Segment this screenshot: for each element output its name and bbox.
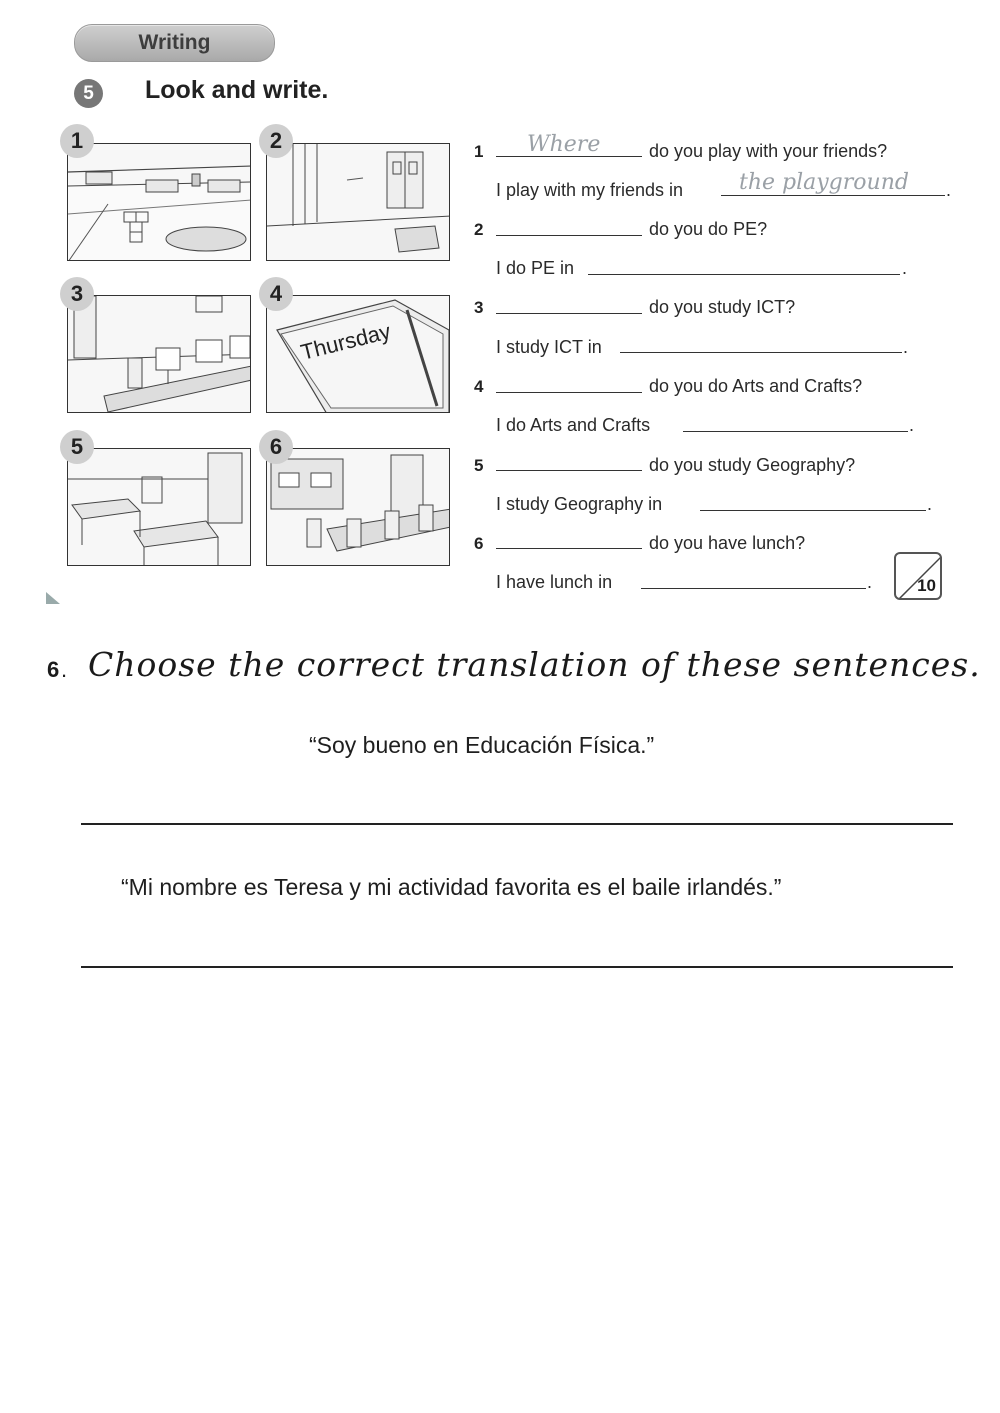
question-text: do you play with your friends?	[649, 141, 888, 161]
question-number: 3	[474, 298, 484, 317]
translation-sentence-2: “Mi nombre es Teresa y mi actividad favorita es el baile irlandés.”	[121, 874, 782, 900]
question-text: do you study ICT?	[649, 297, 796, 317]
answer-blank[interactable]	[683, 431, 908, 432]
sentence-dot: .	[903, 337, 909, 357]
answer-prefix: I study ICT in	[496, 337, 602, 357]
question-word-blank[interactable]	[496, 392, 642, 393]
picture-computer-room	[67, 295, 251, 413]
question-number: 1	[474, 142, 484, 161]
section-label-writing: Writing	[74, 24, 275, 62]
translation-sentence-1: “Soy bueno en Educación Física.”	[309, 732, 655, 758]
picture-number: 5	[60, 430, 94, 464]
answer-blank[interactable]	[641, 588, 866, 589]
picture-number: 4	[259, 277, 293, 311]
picture-timetable	[266, 295, 450, 413]
score-total: 10	[917, 576, 936, 595]
page-corner-mark	[46, 592, 62, 606]
sentence-dot: .	[946, 180, 952, 200]
answer-blank[interactable]	[700, 510, 926, 511]
picture-number: 1	[60, 124, 94, 158]
example-question-word: Where	[527, 132, 601, 157]
question-word-blank[interactable]	[496, 313, 642, 314]
exercise6-dot: .	[61, 657, 68, 682]
translation-answer-line-2[interactable]	[81, 966, 953, 968]
picture-number: 3	[60, 277, 94, 311]
exercise-number-badge: 5	[74, 79, 103, 108]
picture-number: 2	[259, 124, 293, 158]
answer-blank[interactable]	[588, 274, 900, 275]
timetable-day-text: Thursday	[298, 318, 394, 365]
sentence-dot: .	[909, 415, 915, 435]
question-text: do you do Arts and Crafts?	[649, 376, 863, 396]
question-text: do you do PE?	[649, 219, 768, 239]
answer-prefix: I play with my friends in	[496, 180, 684, 200]
question-number: 5	[474, 456, 484, 475]
example-answer: the playground	[739, 170, 909, 195]
sentence-dot: .	[902, 258, 908, 278]
picture-playground	[67, 143, 251, 261]
exercise6-number: 6	[47, 657, 60, 682]
question-number: 4	[474, 377, 484, 396]
sentence-dot: .	[867, 572, 873, 592]
question-word-blank[interactable]	[496, 470, 642, 471]
picture-classroom	[67, 448, 251, 566]
answer-prefix: I do Arts and Crafts	[496, 415, 651, 435]
question-word-blank[interactable]	[496, 235, 642, 236]
question-word-blank[interactable]	[496, 548, 642, 549]
picture-dining-hall	[266, 448, 450, 566]
sentence-dot: .	[927, 494, 933, 514]
answer-prefix: I do PE in	[496, 258, 575, 278]
answer-blank[interactable]	[620, 352, 902, 353]
exercise6-title: Choose the correct translation of these sentences.	[88, 645, 981, 684]
question-number: 2	[474, 220, 484, 239]
answer-prefix: I have lunch in	[496, 572, 613, 592]
translation-answer-line-1[interactable]	[81, 823, 953, 825]
picture-gym	[266, 143, 450, 261]
score-box	[894, 552, 942, 600]
question-text: do you study Geography?	[649, 455, 856, 475]
question-text: do you have lunch?	[649, 533, 806, 553]
picture-number: 6	[259, 430, 293, 464]
exercise-title: Look and write.	[145, 76, 329, 104]
answer-prefix: I study Geography in	[496, 494, 663, 514]
answer-blank[interactable]	[721, 195, 945, 196]
question-number: 6	[474, 534, 484, 553]
